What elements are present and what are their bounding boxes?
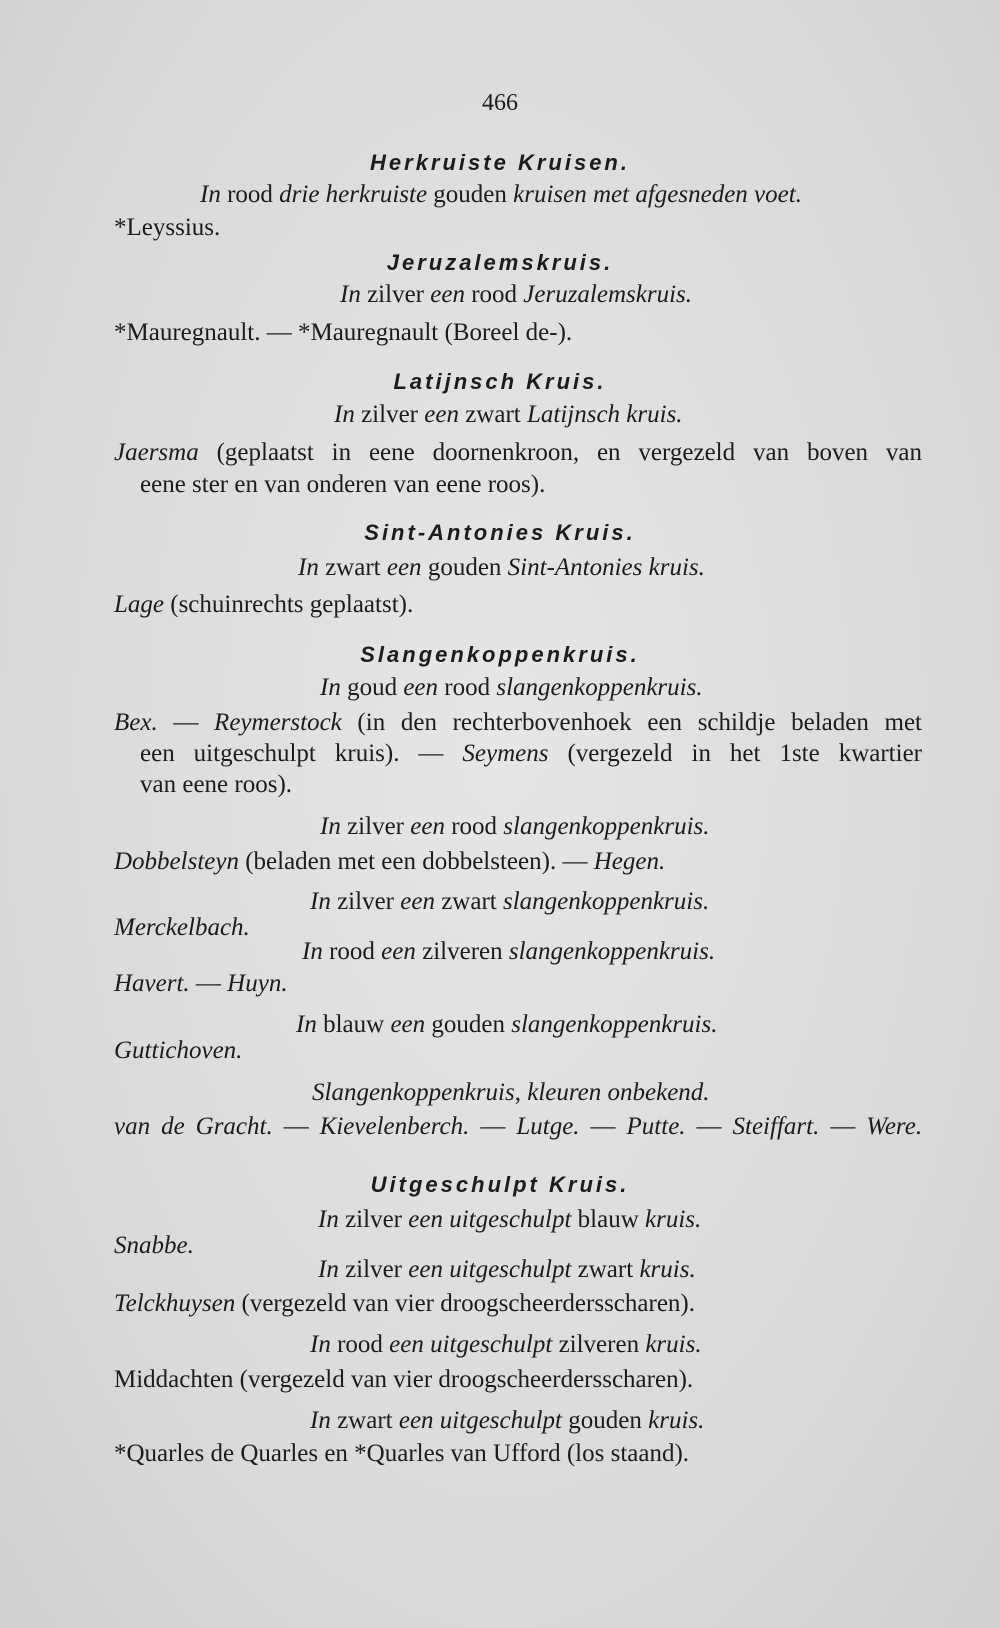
blazon-slangenkoppen-3: In zilver een zwart slangenkoppenkruis. (310, 888, 710, 915)
entry-snabbe: Snabbe. (114, 1232, 194, 1259)
entry-telckhuysen: Telckhuysen (vergezeld van vier droogscheerdersscharen). (114, 1290, 695, 1317)
heading-herkruiste: Herkruiste Kruisen. (370, 150, 630, 175)
entry-unknown-colours: van de Gracht. — Kievelenberch. — Lutge. — Putte. — Steiffart. — Were. (114, 1113, 923, 1140)
blazon-slangenkoppen-5: In blauw een gouden slangenkoppenkruis. (296, 1011, 718, 1038)
blazon-slangenkoppen-6: Slangenkoppenkruis, kleuren onbekend. (312, 1079, 710, 1106)
entry-jaersma-cont: eene ster en van onderen van eene roos). (140, 471, 546, 498)
blazon-slangenkoppen-4: In rood een zilveren slangenkoppenkruis. (302, 938, 716, 965)
blazon-slangenkoppen-1: In goud een rood slangenkoppenkruis. (320, 674, 703, 701)
blazon-uitgeschulpt-1: In zilver een uitgeschulpt blauw kruis. (318, 1206, 702, 1233)
heading-sint-antonies: Sint-Antonies Kruis. (364, 520, 636, 545)
entry-lage: Lage (schuinrechts geplaatst). (114, 591, 414, 618)
entry-bex-cont2: van eene roos). (140, 771, 293, 798)
blazon-latijnsch: In zilver een zwart Latijnsch kruis. (334, 401, 683, 428)
heading-slangenkoppen: Slangenkoppenkruis. (360, 642, 640, 667)
entry-quarles: *Quarles de Quarles en *Quarles van Ufford (los staand). (114, 1440, 690, 1467)
blazon-sint-antonies: In zwart een gouden Sint-Antonies kruis. (298, 554, 705, 581)
blazon-herkruiste: In rood drie herkruiste gouden kruisen met afgesneden voet. (200, 181, 802, 208)
heading-uitgeschulpt: Uitgeschulpt Kruis. (370, 1172, 630, 1197)
blazon-uitgeschulpt-4: In zwart een uitgeschulpt gouden kruis. (310, 1407, 705, 1434)
entry-guttichoven: Guttichoven. (114, 1037, 243, 1064)
blazon-jeruzalem: In zilver een rood Jeruzalemskruis. (340, 281, 693, 308)
blazon-slangenkoppen-2: In zilver een rood slangenkoppenkruis. (320, 813, 710, 840)
heading-latijnsch: Latijnsch Kruis. (393, 369, 607, 394)
entry-bex-cont: een uitgeschulpt kruis). — Seymens (vergezeld in het 1ste kwartier (140, 740, 922, 767)
blazon-uitgeschulpt-2: In zilver een uitgeschulpt zwart kruis. (318, 1256, 696, 1283)
heading-jeruzalem: Jeruzalemskruis. (386, 250, 614, 275)
entry-bex: Bex. — Reymerstock (in den rechterbovenhoek een schildje beladen met (114, 709, 923, 736)
page-number: 466 (482, 90, 518, 116)
entry-middachten: Middachten (vergezeld van vier droogscheerdersscharen). (114, 1366, 694, 1393)
entry-merckelbach: Merckelbach. (114, 914, 250, 941)
entry-dobbelsteyn: Dobbelsteyn (beladen met een dobbelsteen). — Hegen. (114, 848, 666, 875)
names-herkruiste: *Leyssius. (114, 214, 221, 241)
entry-jaersma: Jaersma (geplaatst in eene doornenkroon, en vergezeld van boven van (114, 439, 922, 466)
entry-havert: Havert. — Huyn. (114, 970, 288, 997)
blazon-uitgeschulpt-3: In rood een uitgeschulpt zilveren kruis. (310, 1331, 702, 1358)
names-jeruzalem: *Mauregnault. — *Mauregnault (Boreel de-). (114, 319, 573, 346)
